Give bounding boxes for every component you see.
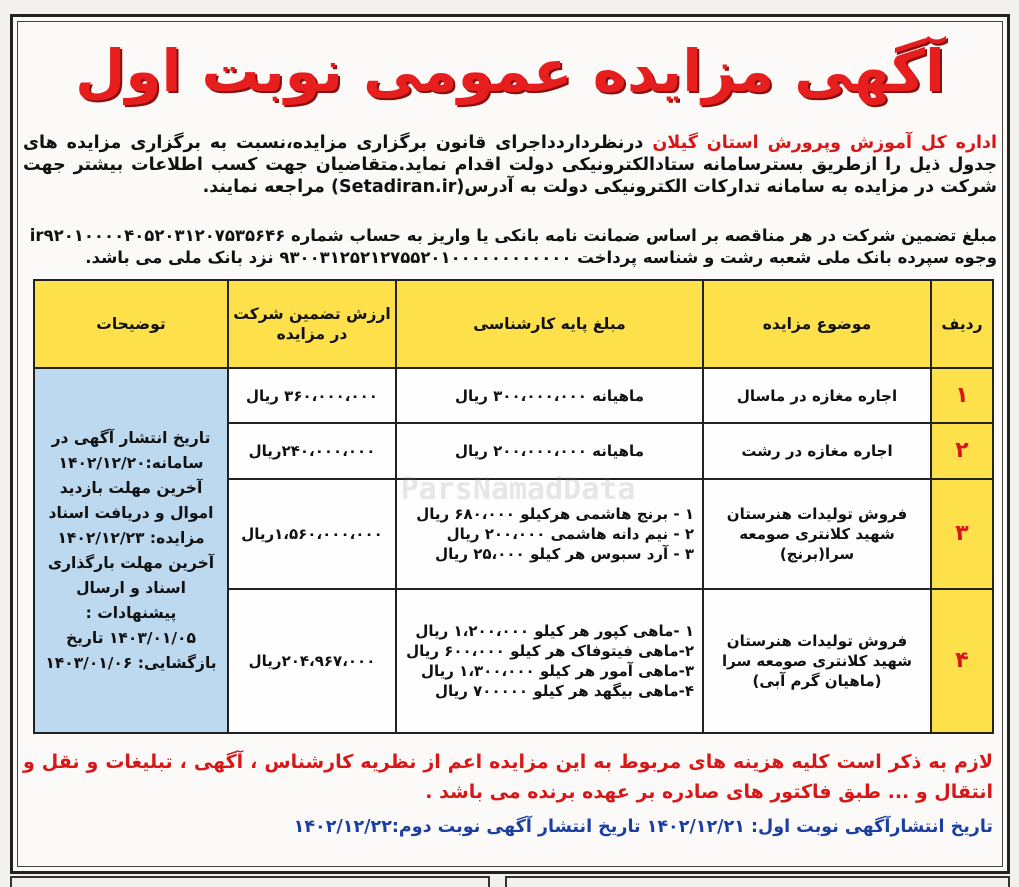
adjacent-ad-border: [10, 876, 490, 887]
price-item: ۲-ماهی فیتوفاک هر کیلو ۶۰۰،۰۰۰ ریال: [406, 642, 694, 661]
header-base-price: مبلغ پایه کارشناسی: [396, 280, 703, 368]
intro-text: درنظرداردداجرای قانون برگزاری مزایده،نسبت به برگزاری مزایده های جدول ذیل را ازطریق بسترسامانه ستادالکترونیکی دولت اقدام نماید.متقاضیان جهت کسب اطلاعات بیشتر جهت شرکت در مزایده به سامانه تدارکات الکترونیکی دولت به آدرس(Setadiran.ir) مراجعه نمایند.: [23, 133, 997, 197]
page-title: آگهی مزایده عمومی نوبت اول: [75, 37, 945, 105]
header-row-number: ردیف: [931, 280, 993, 368]
advertisement-frame: [10, 14, 1010, 874]
row-base-price-items: [396, 589, 703, 733]
header-notes: توضیحات: [34, 280, 228, 368]
cost-notice: لازم به ذکر است کلیه هزینه های مربوط به این مزایده اعم از نظریه کارشناس ، آگهی ، تبلیغات و نقل و انتقال و ... طبق فاکتور های صادره بر عهده برنده می باشد .: [23, 751, 993, 803]
row-guarantee: ۱،۵۶۰،۰۰۰،۰۰۰ریال: [228, 479, 396, 590]
auction-table: [33, 279, 994, 734]
row-subject: اجاره مغازه در رشت: [703, 423, 931, 478]
price-item: ۲ - نیم دانه هاشمی ۲۰۰،۰۰۰ ریال: [446, 524, 694, 543]
row-base-price: ماهیانه ۳۰۰،۰۰۰،۰۰۰ ریال: [396, 368, 703, 423]
price-item: ۳-ماهی آمور هر کیلو ۱،۳۰۰،۰۰۰ ریال: [421, 662, 694, 681]
header-subject: موضوع مزایده: [703, 280, 931, 368]
header-guarantee: ارزش تضمین شرکت در مزایده: [228, 280, 396, 368]
row-number: ۱: [931, 368, 993, 423]
row-guarantee: ۲۰۴،۹۶۷،۰۰۰ریال: [228, 589, 396, 733]
row-subject: اجاره مغازه در ماسال: [703, 368, 931, 423]
notes-cell: تاریخ انتشار آگهی در سامانه:۱۴۰۲/۱۲/۲۰ آخرین مهلت بازدید اموال و دریافت اسناد مزایده: ۱۴۰۲/۱۲/۲۳ آخرین مهلت بارگذاری اسناد و ارسال پیشنهادات : ۱۴۰۳/۰۱/۰۵ تاریخ بازگشایی: ۱۴۰۳/۰۱/۰۶: [34, 368, 228, 733]
row-subject: فروش تولیدات هنرستان شهید کلانتری صومعه سرا (ماهیان گرم آبی): [703, 589, 931, 733]
intro-paragraph: [23, 132, 997, 198]
row-subject: فروش تولیدات هنرستان شهید کلانتری صومعه سرا(برنج): [703, 479, 931, 590]
row-guarantee: ۳۶۰،۰۰۰،۰۰۰ ریال: [228, 368, 396, 423]
price-item: ۱ - برنج هاشمی هرکیلو ۶۸۰،۰۰۰ ریال: [416, 504, 694, 523]
row-base-price-items: [396, 479, 703, 590]
publication-dates: تاریخ انتشارآگهی نوبت اول: ۱۴۰۲/۱۲/۲۱ تاریخ انتشار آگهی نوبت دوم:۱۴۰۲/۱۲/۲۲: [293, 817, 993, 837]
table-header-row: [34, 280, 993, 368]
row-base-price: ماهیانه ۲۰۰،۰۰۰،۰۰۰ ریال: [396, 423, 703, 478]
organization-name: اداره کل آموزش وپرورش استان گیلان: [652, 133, 997, 153]
adjacent-ad-border: [505, 876, 1010, 887]
row-guarantee: ۲۴۰،۰۰۰،۰۰۰ریال: [228, 423, 396, 478]
row-number: ۳: [931, 479, 993, 590]
price-item: ۱ -ماهی کپور هر کیلو ۱،۲۰۰،۰۰۰ ریال: [415, 622, 694, 641]
row-number: ۲: [931, 423, 993, 478]
table-row: [34, 368, 993, 423]
row-number: ۴: [931, 589, 993, 733]
price-item: ۴-ماهی بیگهد هر کیلو ۷۰۰۰۰۰ ریال: [435, 682, 694, 701]
guarantee-paragraph: مبلغ تضمین شرکت در هر مناقصه بر اساس ضمانت نامه بانکی یا واریز به حساب شماره ir۹۲۰۱۰۰۰۰۴۰۵۲۰۳۱۲۰۷۵۳۵۶۴۶ وجوه سپرده بانک ملی شعبه رشت و شناسه پرداخت ۹۳۰۰۳۱۲۵۲۱۲۷۵۵۲۰۱۰۰۰۰۰۰۰۰۰۰۰۰ نزد بانک ملی می باشد.: [29, 226, 997, 267]
price-item: ۳ - آرد سبوس هر کیلو ۲۵،۰۰۰ ریال: [435, 544, 694, 563]
